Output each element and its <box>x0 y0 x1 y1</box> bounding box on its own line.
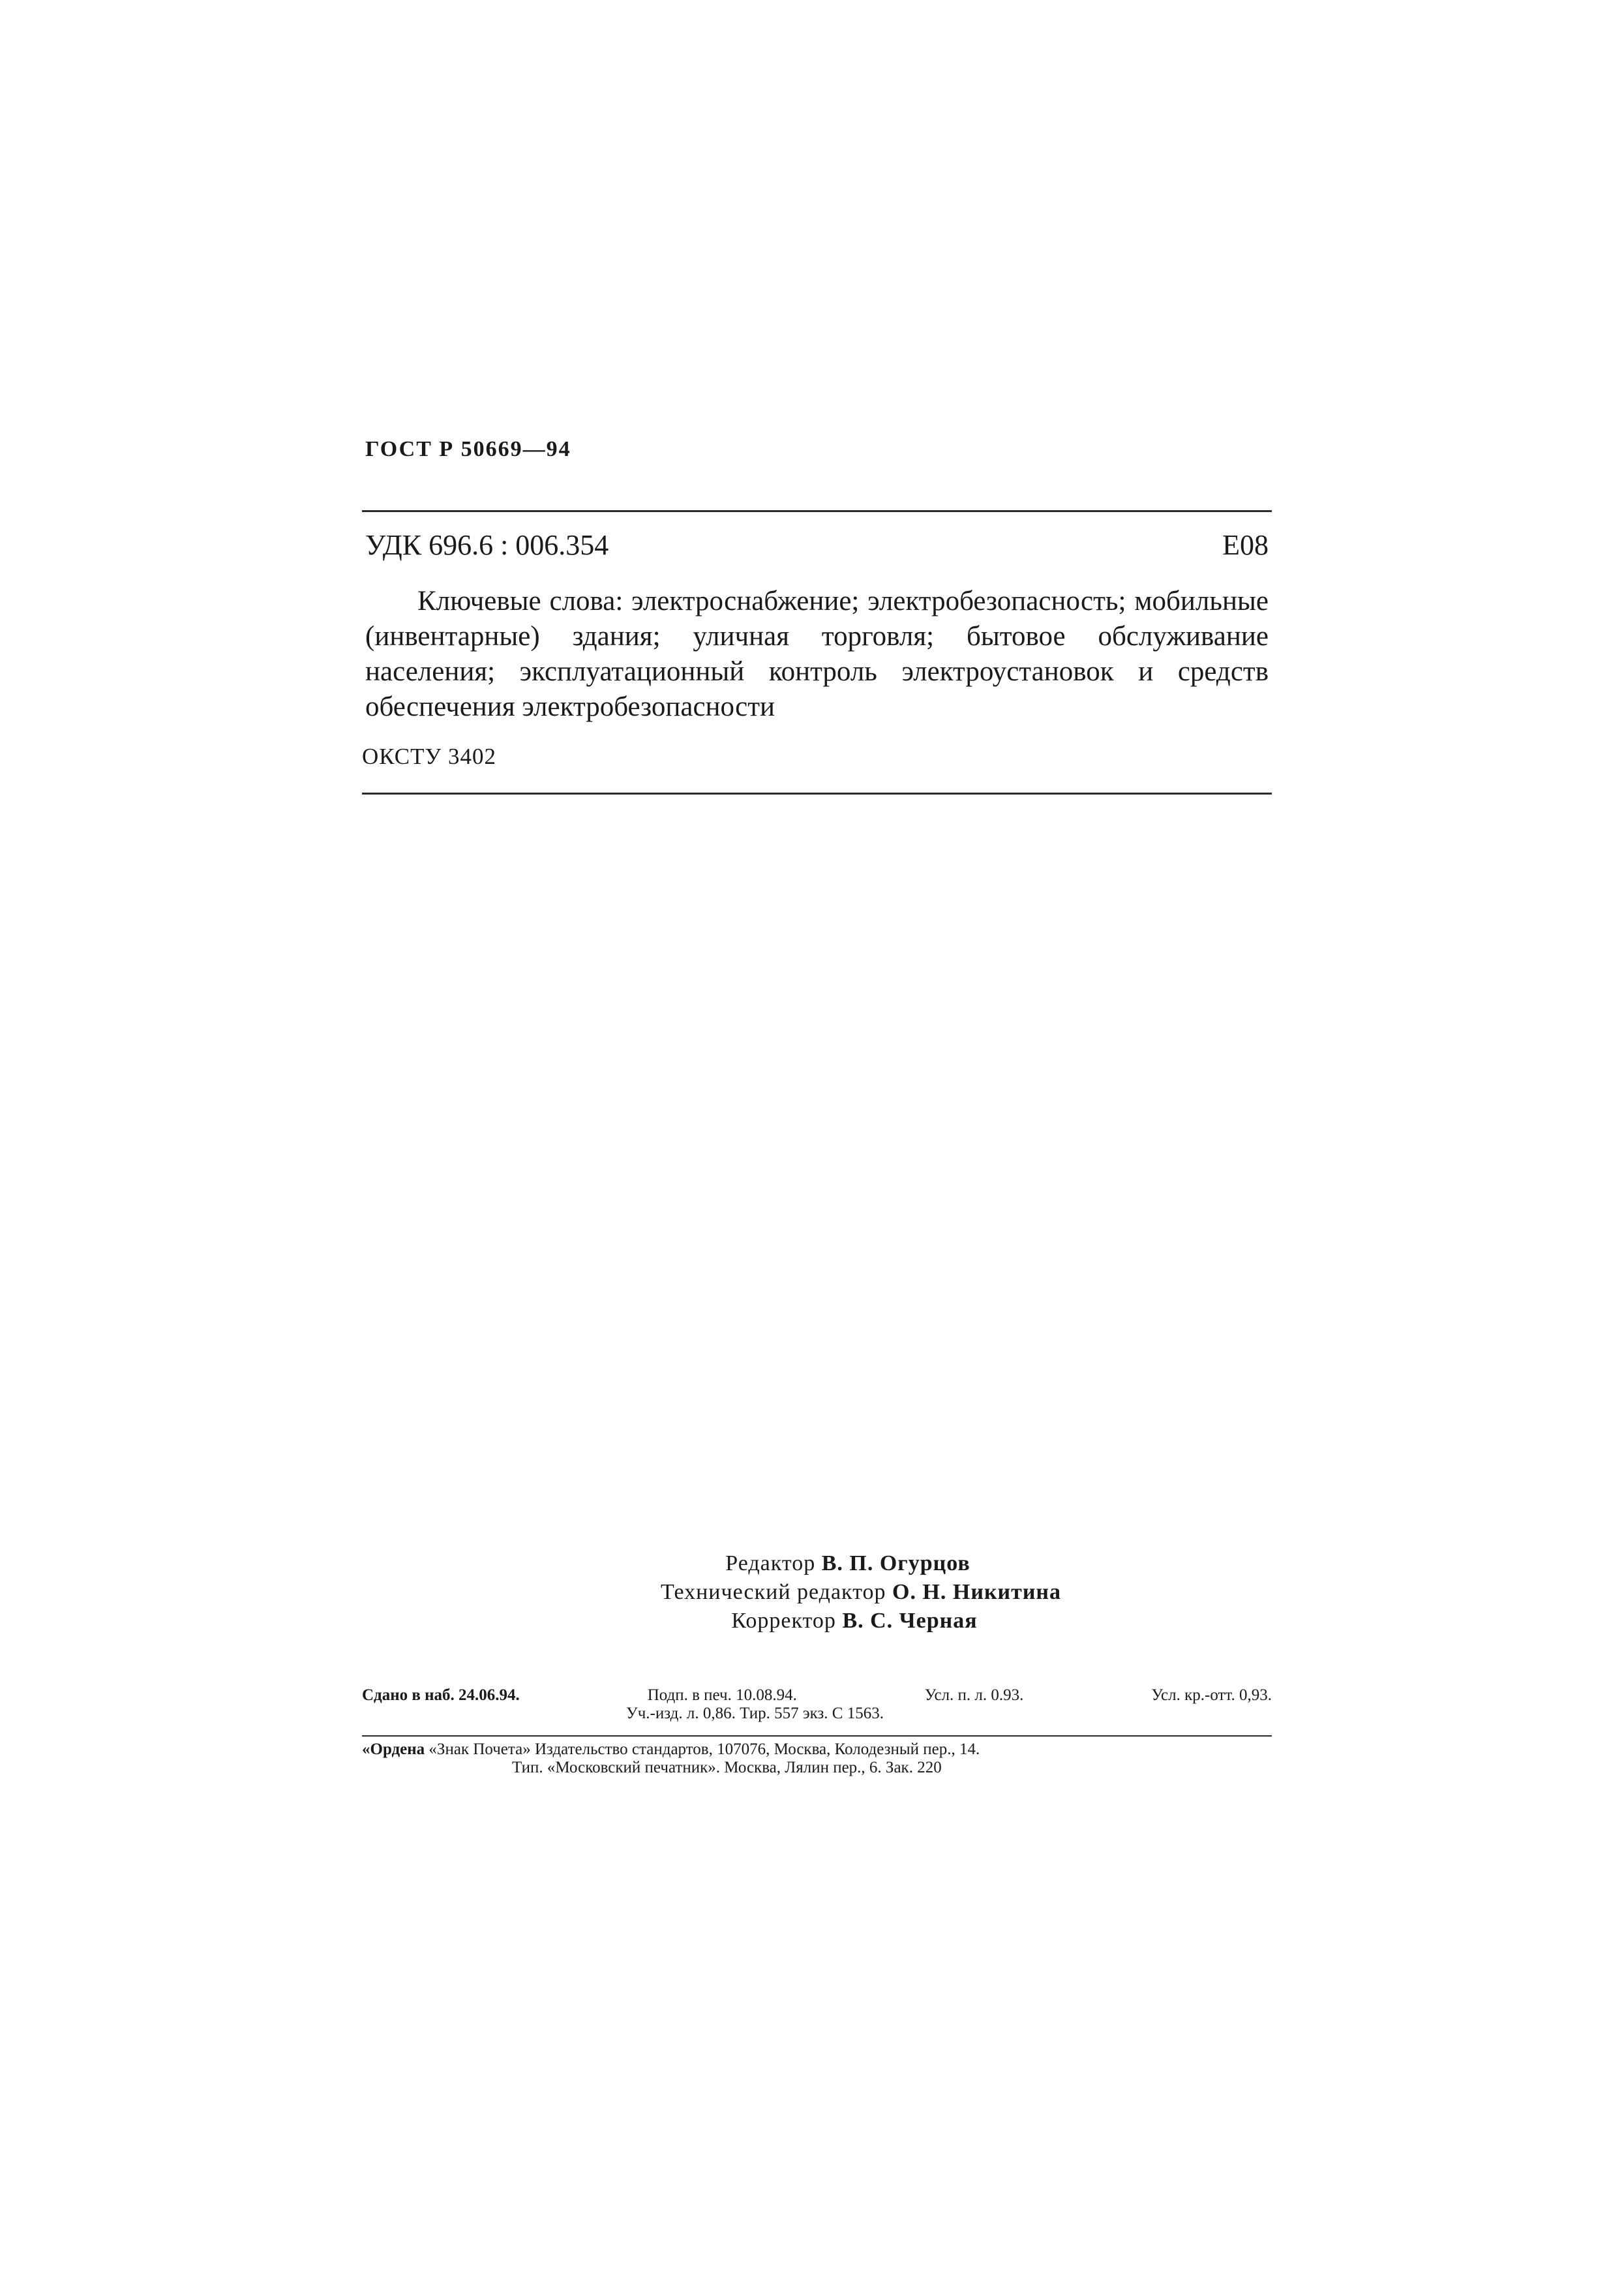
publisher-line <box>362 1740 1272 1759</box>
imprint-divider <box>362 1735 1272 1737</box>
credit-tech-editor <box>98 1578 1624 1607</box>
bottom-divider <box>362 793 1272 795</box>
publishing-sheets-and-run: Уч.-изд. л. 0,86. Тир. 557 экз. С 1563. <box>626 1705 884 1722</box>
document-code-header: ГОСТ Р 50669—94 <box>365 437 571 461</box>
credit-role: Редактор <box>725 1551 816 1575</box>
typography-line: Тип. «Московский печатник». Москва, Лялин пер., 6. Зак. 220 <box>512 1759 942 1776</box>
okstu-code: ОКСТУ 3402 <box>362 744 497 769</box>
conventional-sheets: Усл. п. л. 0.93. <box>924 1686 1024 1704</box>
credit-name: В. П. Огурцов <box>821 1551 970 1575</box>
keywords-paragraph: Ключевые слова: электроснабжение; электробезопасность; мобильные (инвентарные) здания; уличная торговля; бытовое обслуживание населения; эксплуатационный контроль электроустановок и средств обеспечения электробезопасности <box>365 586 1269 722</box>
conventional-color-prints: Усл. кр.-отт. 0,93. <box>1151 1686 1272 1704</box>
top-divider <box>362 510 1272 512</box>
credit-role: Технический редактор <box>660 1580 886 1604</box>
credit-name: В. С. Черная <box>842 1609 978 1633</box>
print-details-row-2 <box>362 1705 1272 1723</box>
publisher-address: «Знак Почета» Издательство стандартов, 107076, Москва, Колодезный пер., 14. <box>429 1740 980 1758</box>
publisher-block <box>362 1740 1272 1777</box>
classification-code: Е08 <box>1222 529 1269 561</box>
credits-block <box>0 1549 1624 1635</box>
typeset-date: Сдано в наб. 24.06.94. <box>362 1686 520 1704</box>
order-label: «Ордена <box>362 1740 425 1758</box>
print-details-row-1 <box>362 1686 1272 1705</box>
print-details <box>362 1686 1272 1723</box>
udk-code: УДК 696.6 : 006.354 <box>365 529 609 561</box>
credit-editor <box>72 1549 1624 1578</box>
udk-row <box>365 528 1269 562</box>
credit-role: Корректор <box>731 1609 836 1633</box>
credit-name: О. Н. Никитина <box>892 1580 1062 1604</box>
credit-proofreader <box>85 1607 1624 1635</box>
signed-to-print-date: Подп. в печ. 10.08.94. <box>647 1686 797 1704</box>
